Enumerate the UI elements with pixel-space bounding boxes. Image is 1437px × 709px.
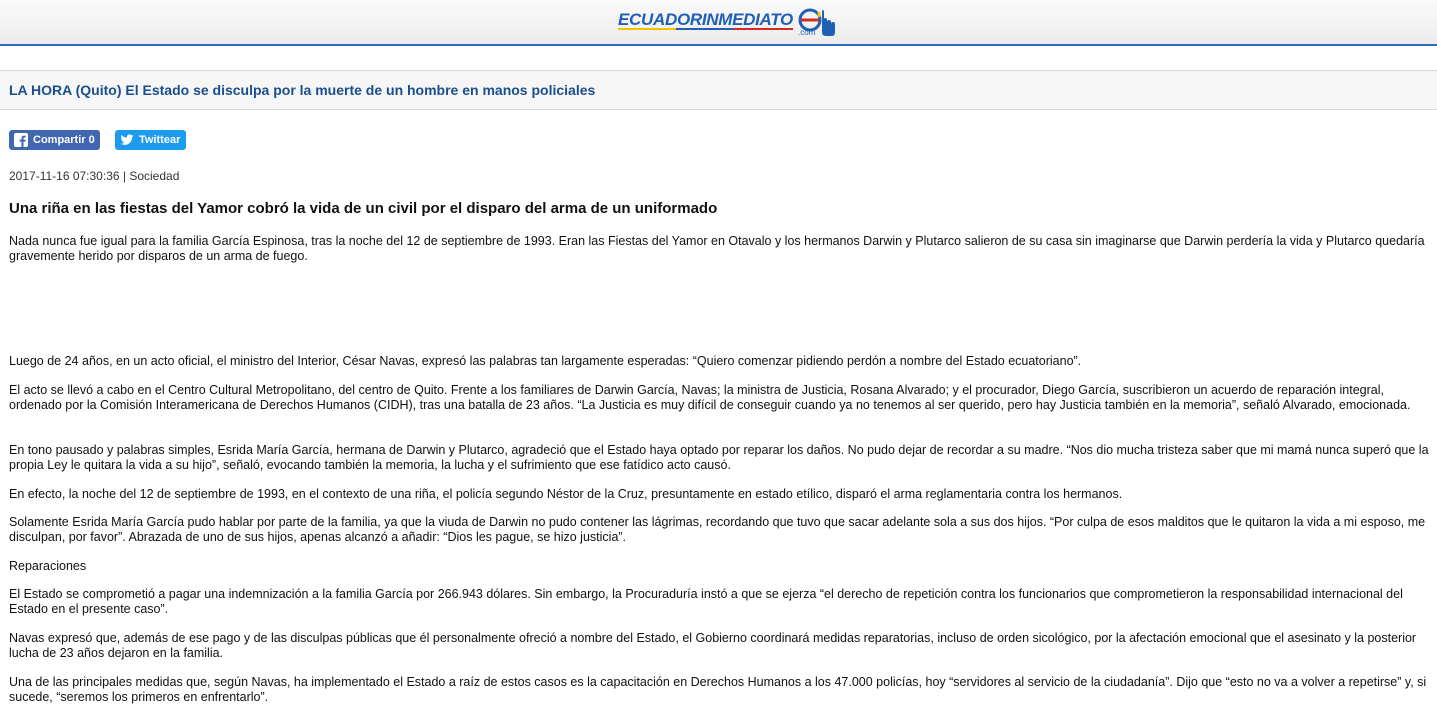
article-paragraph: El acto se llevó a cabo en el Centro Cultural Metropolitano, del centro de Quito. Frente a los familiares de Darwin García, Navas; la ministra de Justicia, Rosana Alvarado; y el procurador, Diego García, suscribieron un acuerdo de reparación integral, ordenado por la Comisión Interamericana de Derechos Humanos (CIDH), tras una batalla de 23 años. “La Justicia es muy difícil de conseguir cuando ya no tenemos al ser querido, pero hay Justicia también en la memoria”, señaló Alvarado, emocionada. bbox=[9, 383, 1411, 412]
site-logo[interactable] bbox=[618, 6, 839, 38]
article-paragraph: Nada nunca fue igual para la familia García Espinosa, tras la noche del 12 de septiembre de 1993. Eran las Fiestas del Yamor en Otavalo y los hermanos Darwin y Plutarco salieron de su casa sin imaginarse que Darwin perdería la vida y Plutarco quedaría gravemente herido por disparos de un arma de fuego. bbox=[9, 234, 1425, 263]
twitter-bird-icon bbox=[120, 133, 134, 147]
e-cursor-logo-icon bbox=[795, 6, 839, 38]
twitter-share-label: Twittear bbox=[139, 134, 181, 146]
article-paragraph: En efecto, la noche del 12 de septiembre de 1993, en el contexto de una riña, el policía segundo Néstor de la Cruz, presuntamente en estado etílico, disparó el arma reglamentaria contra los hermanos. bbox=[9, 487, 1123, 501]
article-subheading: Reparaciones bbox=[9, 559, 87, 573]
article-paragraph: Navas expresó que, además de ese pago y de las disculpas públicas que él personalmente ofreció a nombre del Estado, el Gobierno coordinará medidas reparatorias, incluso de orden sicológico, por la afectación emocional que el asesinato y la posterior lucha de 23 años dejaron en la familia. bbox=[9, 631, 1417, 660]
site-header bbox=[0, 0, 1437, 46]
facebook-icon bbox=[14, 133, 28, 147]
logo-text: ECUADORINMEDIATO bbox=[618, 11, 793, 32]
article-paragraph: Una de las principales medidas que, según Navas, ha implementado el Estado a raíz de estos casos es la capacitación en Derechos Humanos a los 47.000 policías, hoy “servidores al servicio de la ciudadanía”. Dijo que “esto no va a volver a repetirse” y, si sucede, “seremos los primeros en enfrentarlo”. bbox=[9, 675, 1427, 704]
article-paragraph: Luego de 24 años, en un acto oficial, el ministro del Interior, César Navas, expresó las palabras tan largamente esperadas: “Quiero comenzar pidiendo perdón a nombre del Estado ecuatoriano”. bbox=[9, 354, 1082, 368]
facebook-share-button[interactable] bbox=[9, 130, 100, 150]
article-headline: Una riña en las fiestas del Yamor cobró la vida de un civil por el disparo del arma de un uniformado bbox=[9, 200, 718, 217]
twitter-share-button[interactable] bbox=[115, 130, 186, 150]
article-section-bar bbox=[0, 70, 1437, 110]
page-title: LA HORA (Quito) El Estado se disculpa por la muerte de un hombre en manos policiales bbox=[9, 82, 596, 98]
article-meta: 2017-11-16 07:30:36 | Sociedad bbox=[9, 169, 180, 183]
logo-suffix: .com bbox=[797, 28, 816, 37]
facebook-share-label: Compartir 0 bbox=[33, 134, 95, 146]
article-paragraph: Solamente Esrida María García pudo hablar por parte de la familia, ya que la viuda de Darwin no pudo contener las lágrimas, recordando que tuvo que sacar adelante sola a sus dos hijos. “Por culpa de esos malditos que le quitaron la vida a mi esposo, me disculpan, por favor”. Abrazada de uno de sus hijos, apenas alcanzó a añadir: “Dios les pague, se hizo justicia”. bbox=[9, 515, 1426, 544]
article-paragraph: En tono pausado y palabras simples, Esrida María García, hermana de Darwin y Plutarco, agradeció que el Estado haya optado por reparar los daños. No pudo dejar de recordar a su madre. “Nos dio mucha tristeza saber que mi mamá nunca superó que la propia Ley le quitara la vida a su hijo”, señaló, evocando también la memoria, la lucha y el sufrimiento que ese fatídico acto causó. bbox=[9, 443, 1429, 472]
article-paragraph: El Estado se comprometió a pagar una indemnización a la familia García por 266.943 dólares. Sin embargo, la Procuraduría instó a que se ejerza “el derecho de repetición contra los funcionarios que comprometieron la responsabilidad internacional del Estado en el presente caso”. bbox=[9, 587, 1403, 616]
